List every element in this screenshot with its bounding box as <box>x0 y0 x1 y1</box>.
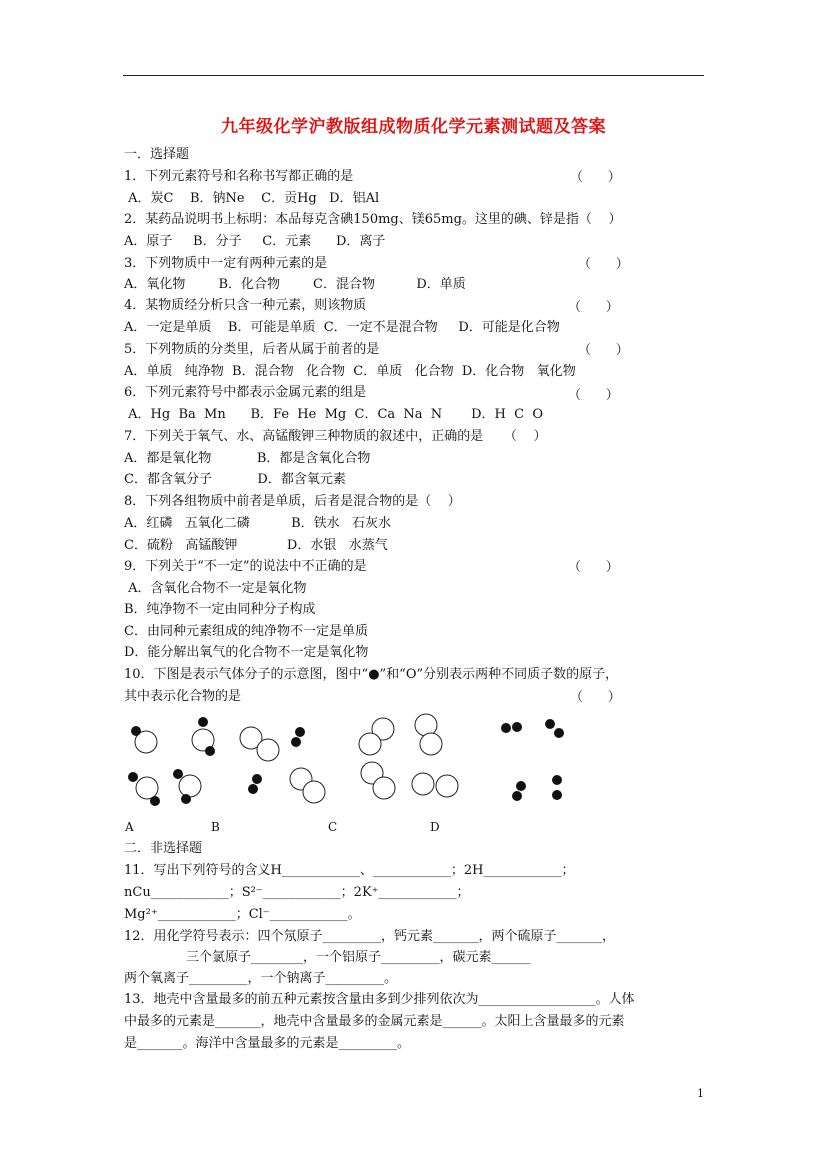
text-line: 10．下图是表示气体分子的示意图，图中“●”和“O”分别表示两种不同质子数的原子， <box>124 667 619 682</box>
text-line: 11．写出下列符号的含义H____________、____________；2H____________； <box>124 863 575 878</box>
header-rule <box>123 75 704 76</box>
text-line: 5．下列物质的分类里，后者从属于前者的是 <box>124 342 380 357</box>
document-title: 九年级化学沪教版组成物质化学元素测试题及答案 <box>221 117 606 137</box>
text-line: Mg²⁺____________；Cl⁻____________。 <box>124 907 361 922</box>
answer-paren: （ ） <box>568 300 619 315</box>
text-line: A．原子 B．分子 C．元素 D．离子 <box>124 234 386 249</box>
text-line: C．硫粉 高锰酸钾 D．水银 水蒸气 <box>124 538 388 553</box>
text-line: 9．下列关于“不一定”的说法中不正确的是 <box>124 559 367 574</box>
text-line: 其中表示化合物的是 <box>124 689 242 704</box>
figure-label: C <box>328 820 338 834</box>
text-line: A．Hg Ba Mn B．Fe He Mg C．Ca Na N D．H C O <box>124 407 543 422</box>
text-line: 1．下列元素符号和名称书写都正确的是 <box>124 169 354 184</box>
text-line: C．都含氧分子 D．都含氧元素 <box>124 472 346 487</box>
text-line: A．氧化物 B．化合物 C．混合物 D．单质 <box>124 277 466 292</box>
text-line: A．炭C B．钠Ne C．贡Hg D．铝Al <box>124 191 380 206</box>
text-line: 4．某物质经分析只含一种元素，则该物质 <box>124 298 367 313</box>
figure-label: A <box>125 820 134 834</box>
text-line: A．含氧化合物不一定是氧化物 <box>124 581 307 596</box>
answer-paren: （ ） <box>570 170 621 185</box>
molecule-diagram <box>120 708 600 813</box>
text-line: 8．下列各组物质中前者是单质，后者是混合物的是（ ） <box>124 494 461 509</box>
figure-label: B <box>211 820 220 834</box>
text-line: 12．用化学符号表示：四个氖原子_________，钙元素_______，两个硫原子_______， <box>124 929 616 944</box>
text-line: 3．下列物质中一定有两种元素的是 <box>124 256 328 271</box>
text-line: B．纯净物不一定由同种分子构成 <box>124 602 316 617</box>
text-line: 中最多的元素是_______，地壳中含量最多的金属元素是______。太阳上含量最多的元素 <box>124 1014 625 1029</box>
answer-paren: （ ） <box>568 560 619 575</box>
text-line: A．单质 纯净物 B．混合物 化合物 C．单质 化合物 D．化合物 氧化物 <box>124 364 576 379</box>
answer-paren: （ ） <box>578 257 629 272</box>
text-line: 一．选择题 <box>124 147 190 162</box>
text-line: 两个氧离子_________，一个钠离子_________。 <box>124 971 398 986</box>
text-line: 二．非选择题 <box>124 841 203 856</box>
text-line: 6．下列元素符号中都表示金属元素的组是 <box>124 385 367 400</box>
figure-label: D <box>430 820 440 834</box>
text-line: 7．下列关于氧气、水、高锰酸钾三种物质的叙述中，正确的是 （ ） <box>124 429 547 444</box>
answer-paren: （ ） <box>578 343 629 358</box>
text-line: nCu____________；S²⁻____________；2K⁺____________； <box>124 885 470 900</box>
text-line: 2．某药品说明书上标明：本品每克含碘150mg、镁65mg。这里的碘、锌是指（ ） <box>124 212 622 227</box>
text-line: 是_______。海洋中含量最多的元素是_________。 <box>124 1036 411 1051</box>
text-line: D．能分解出氧气的化合物不一定是氧化物 <box>124 645 369 660</box>
answer-paren: （ ） <box>570 690 621 705</box>
text-line: A．红磷 五氧化二磷 B．铁水 石灰水 <box>124 516 392 531</box>
text-line: 13．地壳中含量最多的前五种元素按含量由多到少排列依次为__________________。人体 <box>124 992 635 1007</box>
text-line: C．由同种元素组成的纯净物不一定是单质 <box>124 624 368 639</box>
text-line: A．一定是单质 B．可能是单质 C．一定不是混合物 D．可能是化合物 <box>124 320 560 335</box>
answer-paren: （ ） <box>568 388 619 403</box>
page-number: 1 <box>697 1087 704 1100</box>
text-line: 三个氯原子________，一个铝原子_________，碳元素______ <box>124 950 531 965</box>
text-line: A．都是氧化物 B．都是含氧化合物 <box>124 451 371 466</box>
